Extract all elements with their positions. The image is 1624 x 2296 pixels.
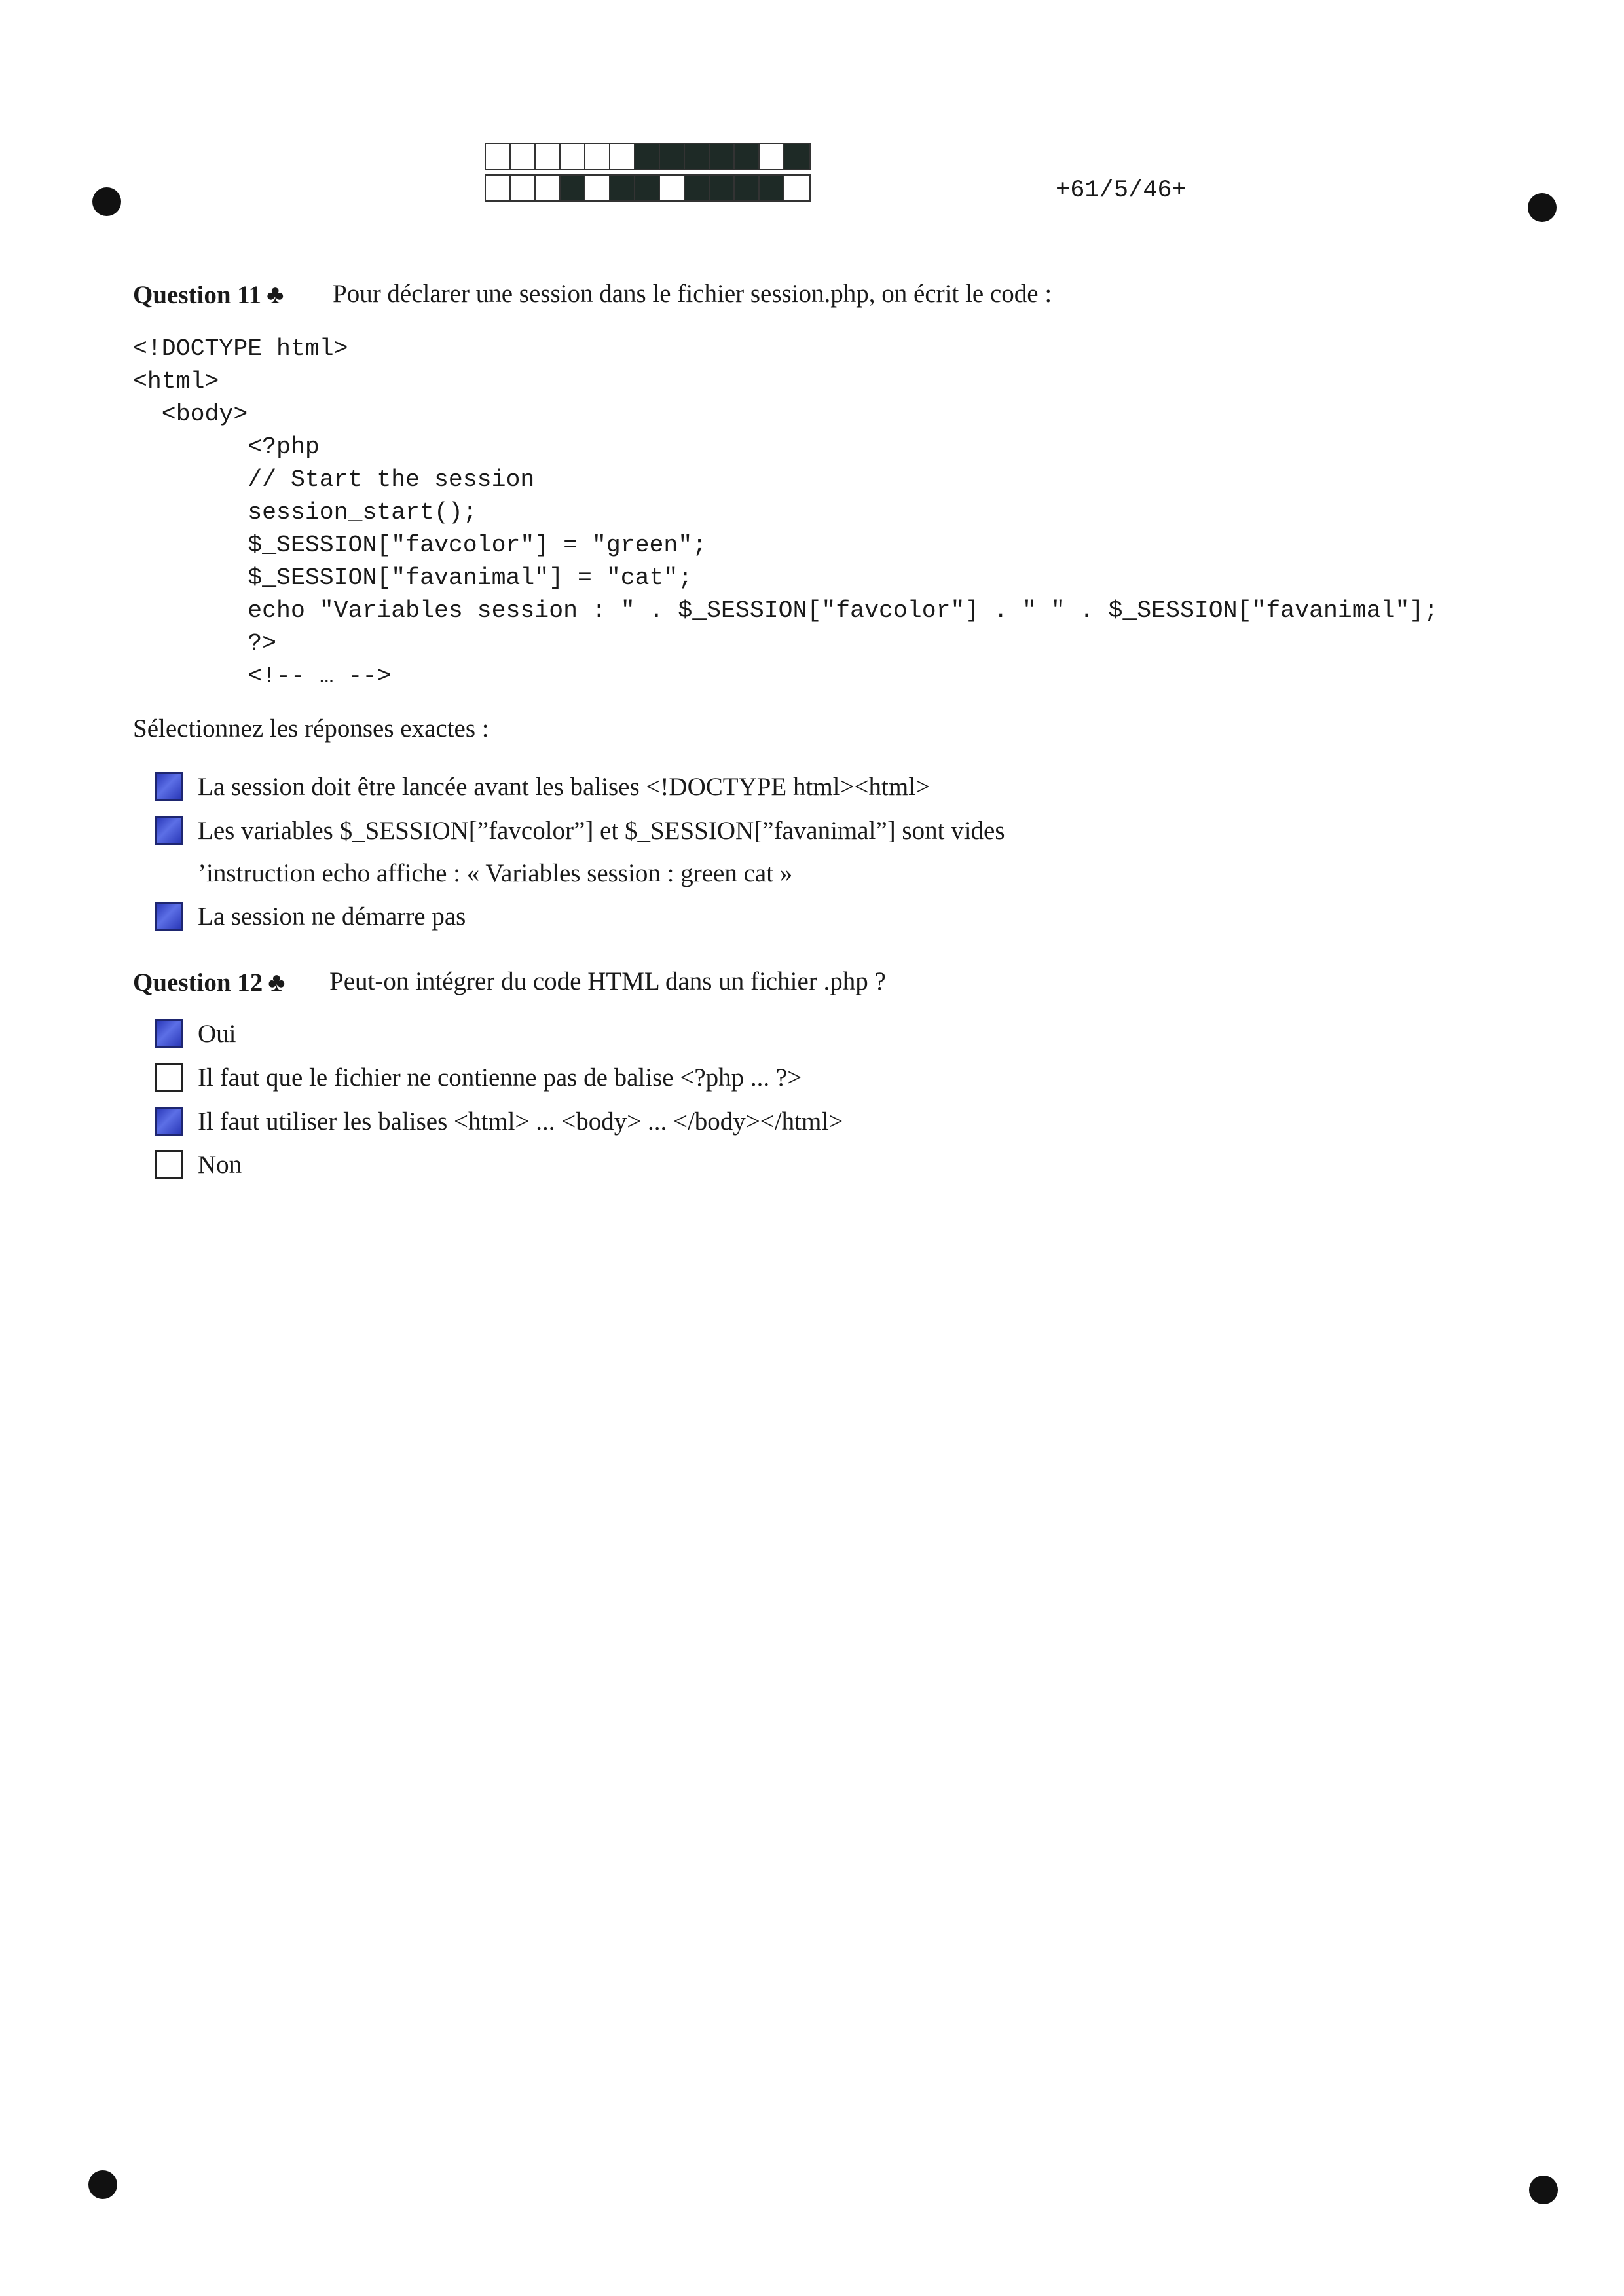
barcode-cell (561, 144, 585, 169)
option-label: Les variables $_SESSION[”favcolor”] et $_SESSION[”favanimal”] sont vides (198, 816, 1005, 845)
barcode-cell (660, 144, 685, 169)
barcode-cell (610, 144, 635, 169)
club-icon: ♣ (268, 967, 286, 997)
barcode-cell (784, 144, 809, 169)
checkbox[interactable] (155, 1150, 183, 1179)
barcode-cell (486, 176, 511, 200)
option-label: ’instruction echo affiche : « Variables session : green cat » (198, 859, 793, 887)
option-label: Oui (198, 1019, 236, 1048)
barcode-row-1 (485, 143, 811, 170)
barcode-cell (585, 144, 610, 169)
checkbox[interactable] (155, 902, 183, 931)
barcode-cell (585, 176, 610, 200)
checkbox[interactable] (155, 816, 183, 845)
barcode-cell (685, 176, 710, 200)
barcode-cell (536, 144, 561, 169)
question-12-header (133, 967, 886, 997)
barcode-cell (635, 144, 660, 169)
answer-option[interactable] (155, 1104, 843, 1138)
barcode-cell (660, 176, 685, 200)
barcode-cell (685, 144, 710, 169)
barcode-cell (511, 144, 536, 169)
question-label: Question 12 (133, 969, 263, 997)
barcode-cell (536, 176, 561, 200)
answer-option[interactable] (155, 1016, 236, 1050)
option-label: La session ne démarre pas (198, 902, 466, 931)
barcode-cell (710, 144, 735, 169)
instructions: Sélectionnez les réponses exactes : (133, 714, 489, 743)
barcode-cell (635, 176, 660, 200)
registration-mark-bottom-left (88, 2170, 117, 2199)
answer-option[interactable] (155, 1147, 242, 1181)
checkbox[interactable] (155, 1019, 183, 1048)
answer-option[interactable] (155, 899, 466, 933)
registration-mark-top-right (1528, 193, 1557, 222)
option-label: La session doit être lancée avant les balises <!DOCTYPE html><html> (198, 772, 930, 801)
barcode-cell (760, 176, 784, 200)
registration-mark-bottom-right (1529, 2176, 1558, 2204)
club-icon: ♣ (267, 280, 284, 309)
answer-option[interactable] (155, 1060, 802, 1094)
answer-option[interactable] (155, 769, 930, 804)
option-label: Il faut que le fichier ne contienne pas de balise <?php ... ?> (198, 1063, 802, 1092)
checkbox[interactable] (155, 1063, 183, 1092)
barcode-cell (511, 176, 536, 200)
barcode-cell (561, 176, 585, 200)
question-text: Pour déclarer une session dans le fichier session.php, on écrit le code : (333, 280, 1052, 308)
answer-option[interactable] (155, 813, 1005, 847)
question-11-header (133, 279, 1052, 310)
barcode-cell (486, 144, 511, 169)
barcode-cell (735, 176, 760, 200)
page-code: +61/5/46+ (1056, 177, 1187, 204)
barcode-cell (610, 176, 635, 200)
question-text: Peut-on intégrer du code HTML dans un fichier .php ? (329, 967, 886, 995)
code-block: <!DOCTYPE html> <html> <body> <?php // Start the session session_start(); $_SESSION["favcolor"] = "green"; $_SESSION["favanimal"] = "cat"; echo "Variables session : " . $_SESSION["favcolor"] . " " . $_SESSION["favanimal"]; ?> <!-- … --> (133, 335, 1439, 690)
checkbox[interactable] (155, 772, 183, 801)
question-label: Question 11 (133, 281, 262, 309)
barcode-row-2 (485, 174, 811, 202)
option-label: Non (198, 1150, 242, 1179)
answer-option[interactable] (155, 856, 792, 890)
barcode-cell (710, 176, 735, 200)
registration-mark-top-left (92, 187, 121, 216)
barcode-cell (735, 144, 760, 169)
checkbox[interactable] (155, 859, 183, 887)
checkbox[interactable] (155, 1107, 183, 1136)
barcode-cell (784, 176, 809, 200)
barcode-cell (760, 144, 784, 169)
option-label: Il faut utiliser les balises <html> ... <body> ... </body></html> (198, 1107, 843, 1136)
